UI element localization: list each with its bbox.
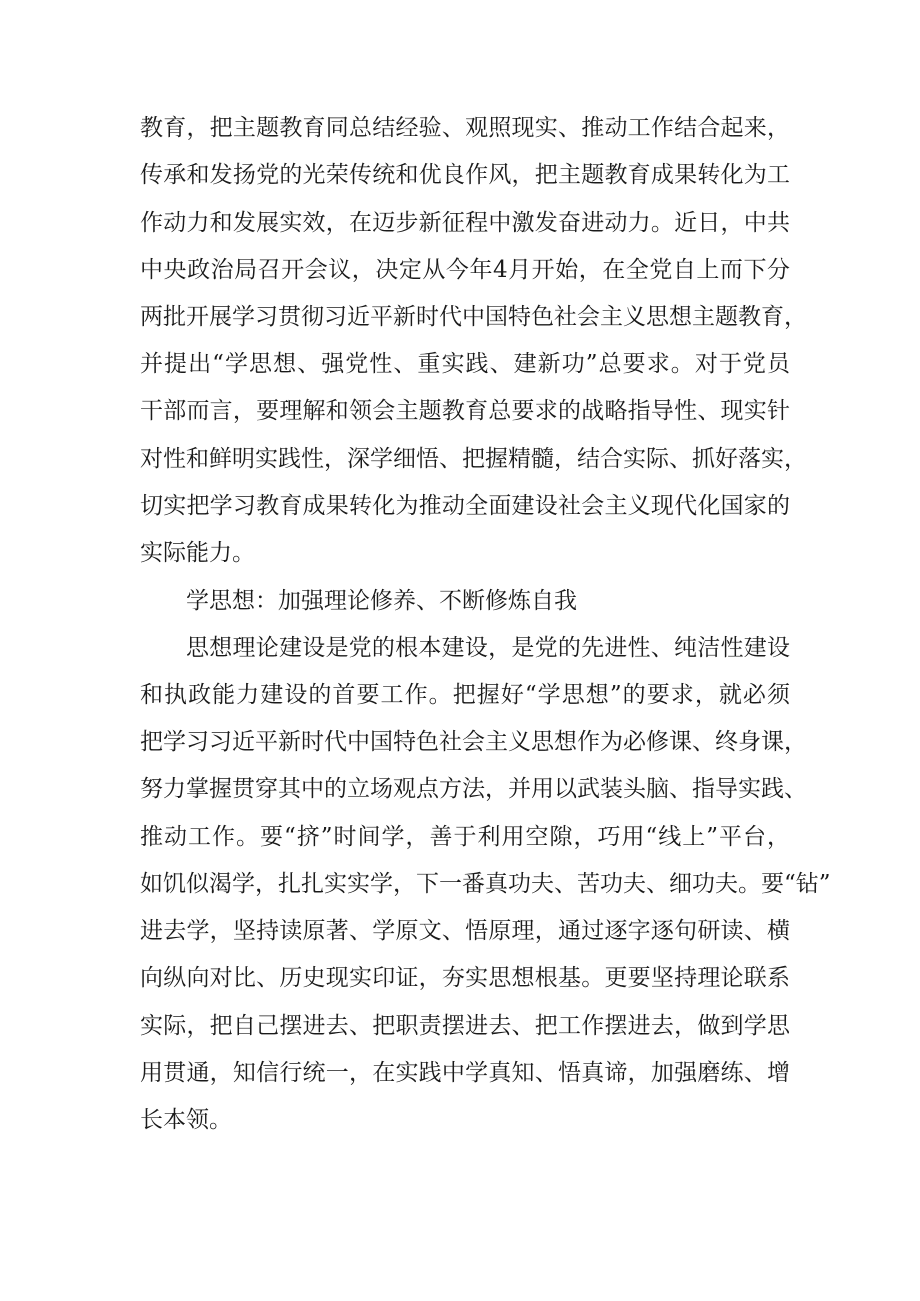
paragraph-2-line-1: 思想理论建设是党的根本建设，是党的先进性、纯洁性建设 — [186, 635, 790, 661]
paragraph-2-line-2: 和执政能力建设的首要工作。把握好“学思想”的要求，就必须 — [140, 682, 790, 708]
paragraph-2-line-6: 如饥似渴学，扎扎实实学，下一番真功夫、苦功夫、细功夫。要“钻” — [140, 871, 831, 897]
paragraph-1-line-1: 教育，把主题教育同总结经验、观照现实、推动工作结合起来， — [140, 115, 790, 141]
paragraph-1-line-6: 并提出“学思想、强党性、重实践、建新功”总要求。对于党员 — [140, 351, 790, 377]
paragraph-2-line-10: 用贯通，知信行统一，在实践中学真知、悟真谛，加强磨练、增 — [140, 1060, 790, 1086]
paragraph-2-line-3: 把学习习近平新时代中国特色社会主义思想作为必修课、终身课， — [140, 729, 807, 755]
paragraph-1-line-8: 对性和鲜明实践性，深学细悟、把握精髓，结合实际、抓好落实， — [140, 446, 807, 472]
paragraph-1-line-9: 切实把学习教育成果转化为推动全面建设社会主义现代化国家的 — [140, 493, 790, 519]
paragraph-2-line-7: 进去学，坚持读原著、学原文、悟原理，通过逐字逐句研读、横 — [140, 918, 790, 944]
paragraph-2-line-5: 推动工作。要“挤”时间学，善于利用空隙，巧用“线上”平台， — [140, 824, 790, 850]
paragraph-1-line-5: 两批开展学习贯彻习近平新时代中国特色社会主义思想主题教育， — [140, 304, 807, 330]
paragraph-2-line-4: 努力掌握贯穿其中的立场观点方法，并用以武装头脑、指导实践、 — [140, 776, 807, 802]
paragraph-1-line-3: 作动力和发展实效，在迈步新征程中激发奋进动力。近日，中共 — [140, 210, 790, 236]
paragraph-2-line-11: 长本领。 — [140, 1107, 232, 1133]
paragraph-1-line-4: 中央政治局召开会议，决定从今年4月开始，在全党自上而下分 — [140, 257, 790, 283]
paragraph-1-line-7: 干部而言，要理解和领会主题教育总要求的战略指导性、现实针 — [140, 398, 790, 424]
paragraph-1-line-10: 实际能力。 — [140, 540, 255, 566]
paragraph-1-line-2: 传承和发扬党的光荣传统和优良作风，把主题教育成果转化为工 — [140, 162, 790, 188]
paragraph-2-line-8: 向纵向对比、历史现实印证，夯实思想根基。更要坚持理论联系 — [140, 965, 790, 991]
section-heading: 学思想：加强理论修养、不断修炼自我 — [186, 588, 577, 614]
paragraph-2-line-9: 实际，把自己摆进去、把职责摆进去、把工作摆进去，做到学思 — [140, 1013, 790, 1039]
